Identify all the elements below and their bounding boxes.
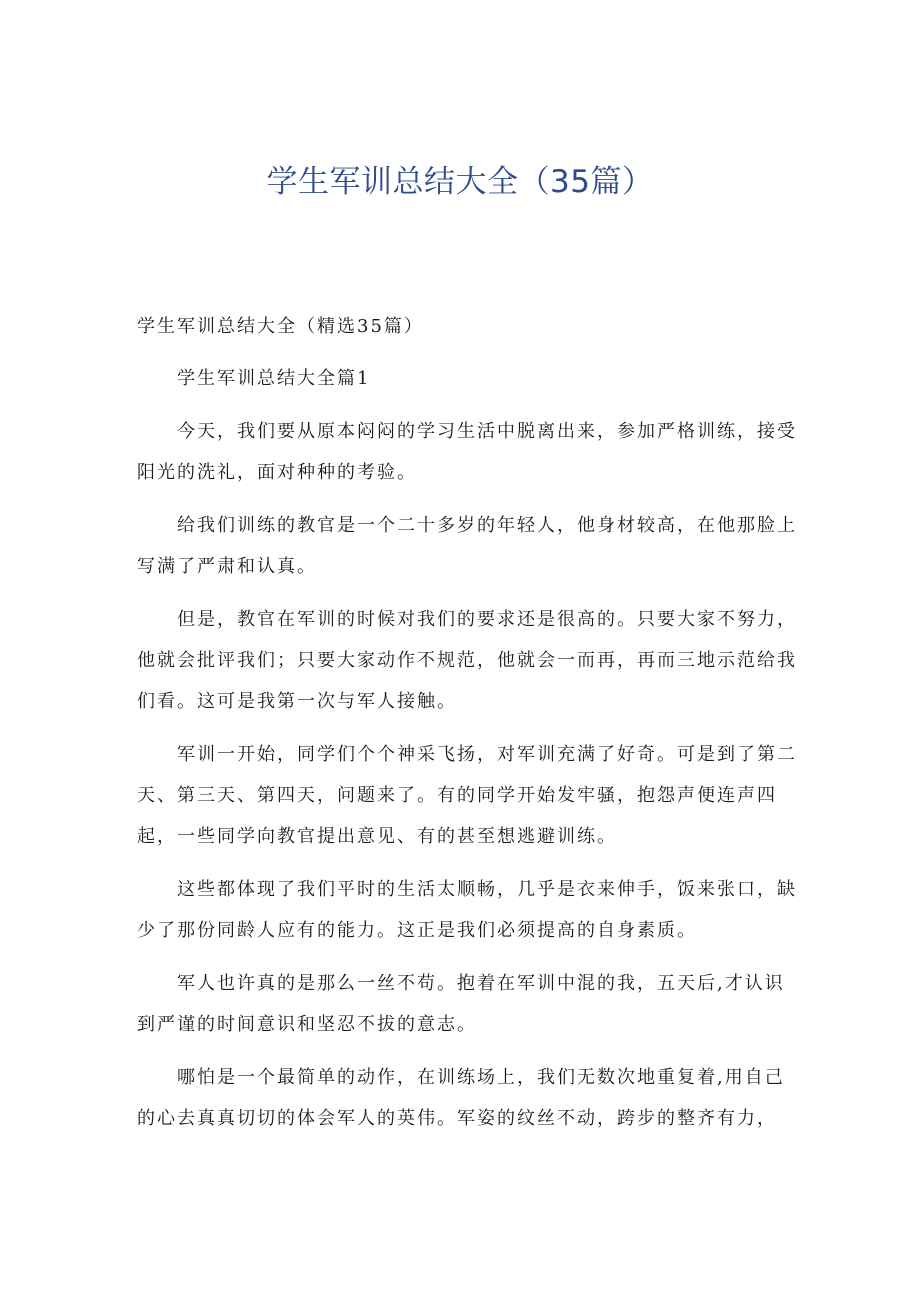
document-body [137,306,797,1151]
paragraph-4: 军训一开始，同学们个个神采飞扬，对军训充满了好奇。可是到了第二天、第三天、第四天，问题来了。有的同学开始发牢骚，抱怨声便连声四起，一些同学向教官提出意见、有的甚至想逃避训练。 [137,744,797,847]
section-heading: 学生军训总结大全篇1 [177,368,371,389]
paragraph-2: 给我们训练的教官是一个二十多岁的年轻人，他身材较高，在他那脸上写满了严肃和认真。 [137,515,797,577]
paragraph-6: 军人也许真的是那么一丝不苟。抱着在军训中混的我，五天后,才认识到严谨的时间意识和坚忍不拔的意志。 [137,973,785,1035]
paragraph-1: 今天，我们要从原本闷闷的学习生活中脱离出来，参加严格训练，接受阳光的洗礼，面对种种的考验。 [137,421,797,483]
document-title: 学生军训总结大全（35篇） [266,164,654,200]
document-subtitle: 学生军训总结大全（精选35篇） [137,316,424,337]
paragraph-3: 但是，教官在军训的时候对我们的要求还是很高的。只要大家不努力，他就会批评我们；只要大家动作不规范，他就会一而再，再而三地示范给我们看。这可是我第一次与军人接触。 [137,609,797,712]
paragraph-7: 哪怕是一个最简单的动作，在训练场上，我们无数次地重复着,用自己的心去真真切切的体会军人的英伟。军姿的纹丝不动，跨步的整齐有力， [137,1067,785,1129]
paragraph-5: 这些都体现了我们平时的生活太顺畅，几乎是衣来伸手，饭来张口，缺少了那份同龄人应有的能力。这正是我们必须提高的自身素质。 [137,879,797,941]
